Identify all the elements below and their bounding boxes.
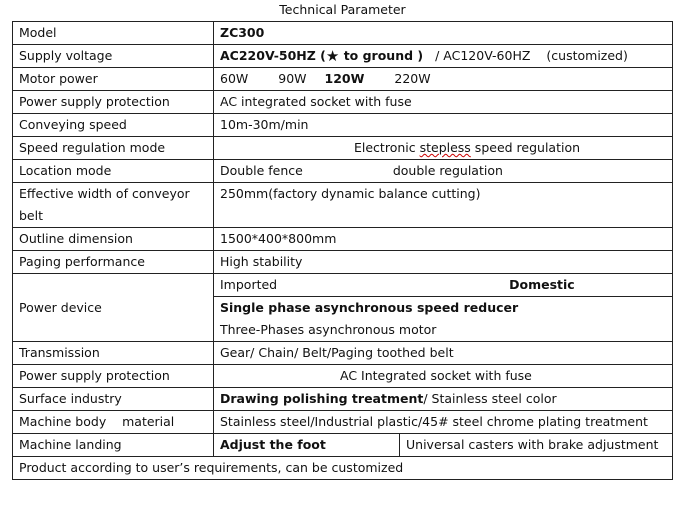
row-label: Power device — [13, 274, 214, 342]
power-device-line1 — [214, 274, 673, 297]
table-row — [13, 365, 673, 388]
row-label — [13, 183, 214, 228]
power-device-line3: Three-Phases asynchronous motor — [214, 319, 673, 342]
table-row — [13, 91, 673, 114]
power-protection-value: AC integrated socket with fuse — [214, 91, 673, 114]
table-row — [13, 183, 673, 228]
row-label: Machine body material — [13, 411, 214, 434]
motor-60w: 60W — [220, 71, 249, 86]
body-material-value: Stainless steel/Industrial plastic/45# steel chrome plating treatment — [214, 411, 673, 434]
landing-value-1: Adjust the foot — [214, 434, 400, 457]
width-label-a: Effective width of conveyor — [19, 186, 190, 201]
power-protection-2-text: AC Integrated socket with fuse — [340, 368, 532, 383]
conveying-speed-value: 10m-30m/min — [214, 114, 673, 137]
motor-90w: 90W — [278, 71, 307, 86]
outline-dimension-value: 1500*400*800mm — [214, 228, 673, 251]
table-row — [13, 68, 673, 91]
surface-value — [214, 388, 673, 411]
effective-width-value: 250mm(factory dynamic balance cutting) — [214, 183, 673, 228]
motor-120w: 120W — [324, 71, 365, 86]
row-label: Paging performance — [13, 251, 214, 274]
table-row — [13, 434, 673, 457]
paging-performance-value: High stability — [214, 251, 673, 274]
width-label-b: belt — [19, 208, 43, 223]
row-label: Transmission — [13, 342, 214, 365]
location-v1: Double fence — [220, 163, 303, 178]
imported-label: Imported — [220, 277, 278, 292]
row-label: Motor power — [13, 68, 214, 91]
speed-reg-text-c: speed regulation — [470, 140, 581, 155]
table-row — [13, 251, 673, 274]
landing-value-2: Universal casters with brake adjustment — [400, 434, 673, 457]
technical-parameter-table — [12, 21, 673, 480]
row-label: Location mode — [13, 160, 214, 183]
domestic-label: Domestic — [509, 277, 575, 292]
table-row — [13, 114, 673, 137]
table-row — [13, 274, 673, 297]
table-row — [13, 411, 673, 434]
transmission-value: Gear/ Chain/ Belt/Paging toothed belt — [214, 342, 673, 365]
location-v2: double regulation — [392, 163, 503, 178]
voltage-bold-2: to ground ) — [339, 48, 424, 63]
table-row — [13, 342, 673, 365]
table-row — [13, 160, 673, 183]
table-row — [13, 228, 673, 251]
power-protection-2-value — [214, 365, 673, 388]
row-label: Conveying speed — [13, 114, 214, 137]
row-label: Power supply protection — [13, 365, 214, 388]
speed-reg-text-b: stepless — [419, 140, 471, 155]
motor-220w: 220W — [394, 71, 431, 86]
footer-note: Product according to user’s requirements, can be customized — [13, 457, 673, 480]
row-label: Speed regulation mode — [13, 137, 214, 160]
motor-power-value — [214, 68, 673, 91]
voltage-alt: / AC120V-60HZ — [435, 48, 531, 63]
row-label: Outline dimension — [13, 228, 214, 251]
surface-bold: Drawing polishing treatment — [220, 391, 424, 406]
table-row — [13, 22, 673, 45]
table-row — [13, 457, 673, 480]
star-icon: ★ — [325, 47, 340, 65]
table-title: Technical Parameter — [279, 2, 406, 17]
location-mode-value — [214, 160, 673, 183]
row-label: Supply voltage — [13, 45, 214, 68]
row-label: Machine landing — [13, 434, 214, 457]
power-device-line2: Single phase asynchronous speed reducer — [214, 297, 673, 320]
speed-reg-text-a: Electronic — [354, 140, 420, 155]
surface-rest: / Stainless steel color — [423, 391, 557, 406]
model-value: ZC300 — [214, 22, 673, 45]
row-label: Power supply protection — [13, 91, 214, 114]
row-label: Model — [13, 22, 214, 45]
voltage-bold: AC220V-50HZ ( — [220, 48, 326, 63]
voltage-value — [214, 45, 673, 68]
table-row — [13, 45, 673, 68]
table-row — [13, 388, 673, 411]
table-row — [13, 137, 673, 160]
voltage-note: (customized) — [546, 48, 628, 63]
row-label: Surface industry — [13, 388, 214, 411]
speed-regulation-value — [214, 137, 673, 160]
